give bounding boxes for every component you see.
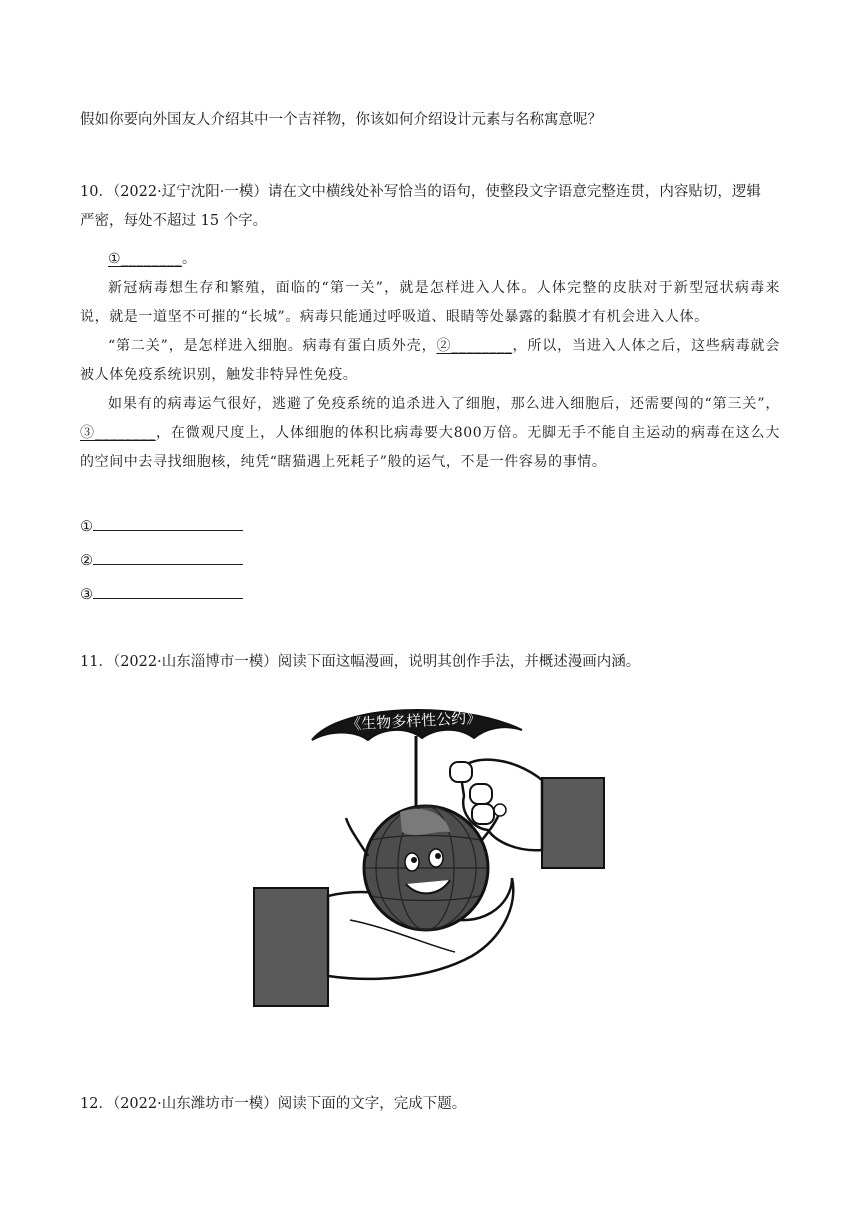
intro-question-line: 假如你要向外国友人介绍其中一个吉祥物，你该如何介绍设计元素与名称寓意呢？ bbox=[80, 112, 602, 128]
q10-para2-start: “第二关”，是怎样进入细胞。病毒有蛋白质外壳， bbox=[108, 338, 437, 354]
q10-blank3: ③________ bbox=[80, 425, 156, 441]
right-sleeve-icon bbox=[542, 778, 604, 868]
q10-para3-end: ，在微观尺度上，人体细胞的体积比病毒要大800万倍。无脚无手不能自主运动的病毒在这么大的空间中去寻找细胞核，纯凭“瞎猫遇上死耗子”般的运气，不是一件容易的事情。 bbox=[80, 425, 780, 470]
q10-passage bbox=[80, 245, 780, 477]
answer-marker-2: ② bbox=[80, 553, 93, 569]
q10-blank1-tail: 。 bbox=[181, 251, 197, 267]
q11-header: 11．（2022·山东淄博市一模）阅读下面这幅漫画，说明其创作手法，并概述漫画内涵。 bbox=[80, 654, 641, 670]
answer-blank-1[interactable] bbox=[93, 516, 243, 531]
q10-paragraph-2 bbox=[80, 332, 780, 390]
answer-marker-3: ③ bbox=[80, 587, 93, 603]
q10-blank2: ②________ bbox=[436, 338, 513, 354]
q10-paragraph-1: 新冠病毒想生存和繁殖，面临的“第一关”，就是怎样进入人体。人体完整的皮肤对于新型冠状病毒来说，就是一道坚不可摧的“长城”。病毒只能通过呼吸道、眼睛等处暴露的黏膜才有机会进入人体。 bbox=[80, 280, 780, 325]
umbrella-label: 《生物多样性公约》 bbox=[345, 708, 482, 734]
q10-blank1: ①________ bbox=[108, 251, 182, 267]
cartoon-illustration bbox=[250, 700, 610, 1020]
answer-blank-2[interactable] bbox=[93, 550, 243, 565]
q12-header: 12．（2022·山东潍坊市一模）阅读下面的文字，完成下题。 bbox=[80, 1096, 467, 1112]
q10-blank1-line bbox=[80, 245, 780, 274]
left-sleeve-icon bbox=[254, 888, 328, 1006]
answer-line-1[interactable] bbox=[80, 516, 243, 537]
answer-marker-1: ① bbox=[80, 519, 93, 535]
q10-paragraph-3 bbox=[80, 390, 780, 477]
answer-blank-3[interactable] bbox=[93, 584, 243, 599]
q10-para2-end: ，所以，当进入人体之后，这些病毒就会被人体免疫系统识别，触发非特异性免疫。 bbox=[80, 338, 780, 383]
q10-header-line1: 10．（2022·辽宁沈阳·一模）请在文中横线处补写恰当的语句，使整段文字语意完整连贯，内容贴切，逻辑 bbox=[80, 184, 761, 200]
answer-line-3[interactable] bbox=[80, 584, 243, 605]
q10-para3-start: 如果有的病毒运气很好，逃避了免疫系统的追杀进入了细胞，那么进入细胞后，还需要闯的“第三关”， bbox=[108, 396, 780, 412]
answer-line-2[interactable] bbox=[80, 550, 243, 571]
q10-header-line2: 严密，每处不超过 15 个字。 bbox=[80, 213, 268, 229]
